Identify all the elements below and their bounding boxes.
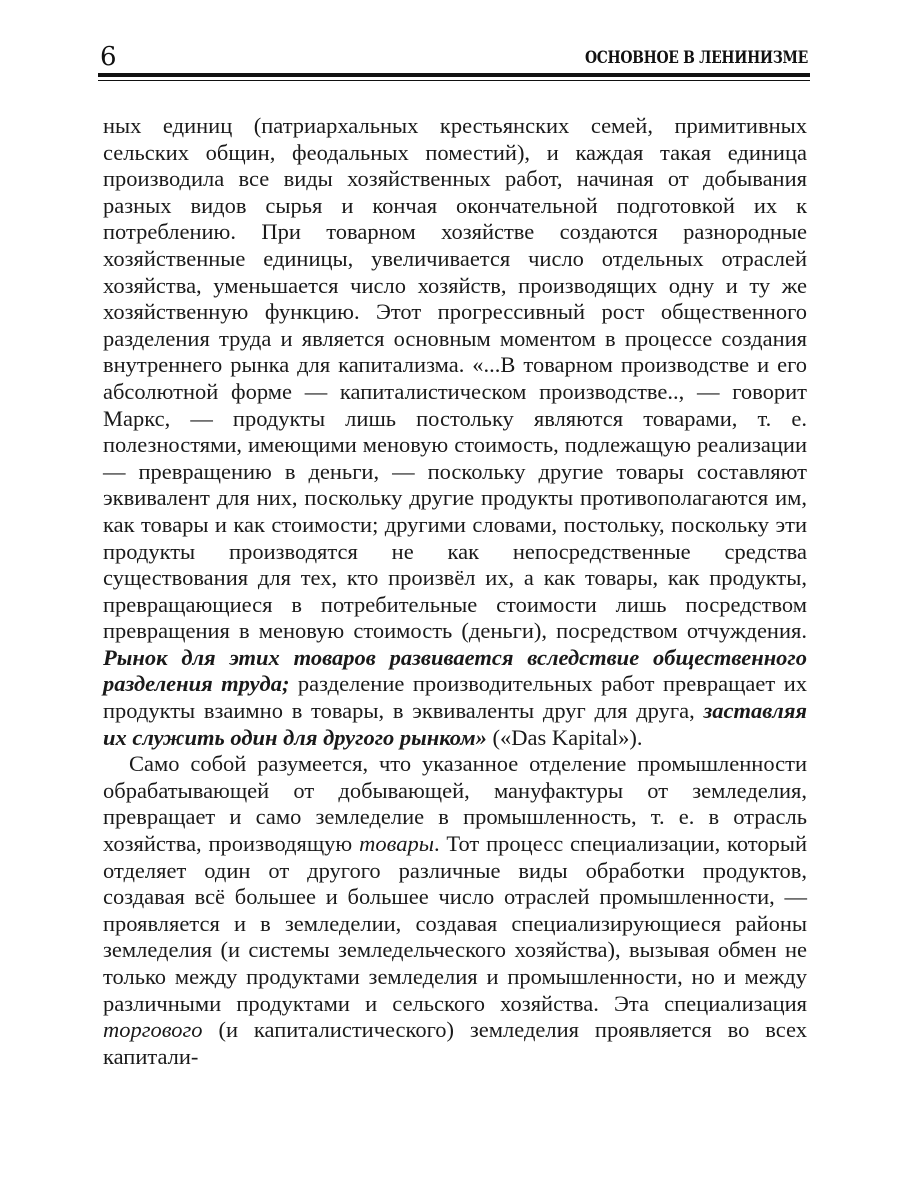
text-segment: разделение производительных работ превращает их продукты взаимно в товары, в эквиваленты друг для друга, xyxy=(103,671,807,724)
text-segment: (и капиталистического) земледелия проявляется во всех капитали- xyxy=(103,1017,807,1069)
emphasis-segment: Рынок для этих товаров развивается вследствие общественного разделения труда; xyxy=(103,644,807,697)
body-text xyxy=(103,113,807,1070)
text-segment: ных единиц (патриархальных крестьянских семей, примитивных сельских общин, феодальных поместий), и каждая такая единица производила все виды хозяйственных работ, начиная от добывания разных видов сырья и кончая окончательной подготовкой их к потреблению. При товарном хозяйстве создаются разнородные хозяйственные единицы, увеличивается число отдельных отраслей хозяйства, уменьшается число хозяйств, производящих одну и ту же хозяйственную функцию. Этот прогрессивный рост общественного разделения труда и является основным моментом в процессе создания внутреннего рынка для капитализма. «...В товарном производстве и его абсолютной форме — капиталистическом производстве.., — говорит Маркс, — продукты лишь постольку являются товарами, т. е. полезностями, имеющими меновую стоимость, подлежащую реализации — превращению в деньги, — поскольку другие товары составляют эквивалент для них, поскольку другие продукты противополагаются им, как товары и как стоимости; другими словами, постольку, поскольку эти продукты производятся не как непосредственные средства существования для тех, кто произвёл их, а как товары, как продукты, превращающиеся в потребительные стоимости лишь посредством превращения в меновую стоимость (деньги), посредством отчуждения. xyxy=(103,113,807,644)
page-number: 6 xyxy=(100,42,117,72)
header-rule-thin xyxy=(98,80,810,81)
running-head: ОСНОВНОЕ В ЛЕНИНИЗМЕ xyxy=(585,48,808,68)
paragraph-2 xyxy=(103,751,807,1070)
text-segment: Само собой разумеется, что указанное отделение промышленности обрабатывающей от добывающей, мануфактуры от земледелия, превращает и само земледелие в промышленность, т. е. в отрасль хозяйства, производящую xyxy=(103,751,807,857)
text-segment: . Тот процесс специализации, который отделяет один от другого различные виды обработки продуктов, создавая всё большее и большее число отраслей промышленности, — проявляется и в земледелии, создавая специализирующиеся районы земледелия (и системы земледельческого хозяйства), вызывая обмен не только между продуктами земледелия и промышленности, но и между различными продуктами и сельского хозяйства. Эта специализация xyxy=(103,831,807,1016)
italic-segment: товары xyxy=(359,831,434,857)
paragraph-1 xyxy=(103,113,807,751)
italic-segment: торгового xyxy=(103,1017,203,1043)
emphasis-segment: заставляя их служить один для другого рынком» xyxy=(103,698,807,750)
text-segment: («Das Kapital»). xyxy=(486,724,643,750)
header-rule-thick xyxy=(98,73,810,77)
page-header xyxy=(100,38,808,78)
